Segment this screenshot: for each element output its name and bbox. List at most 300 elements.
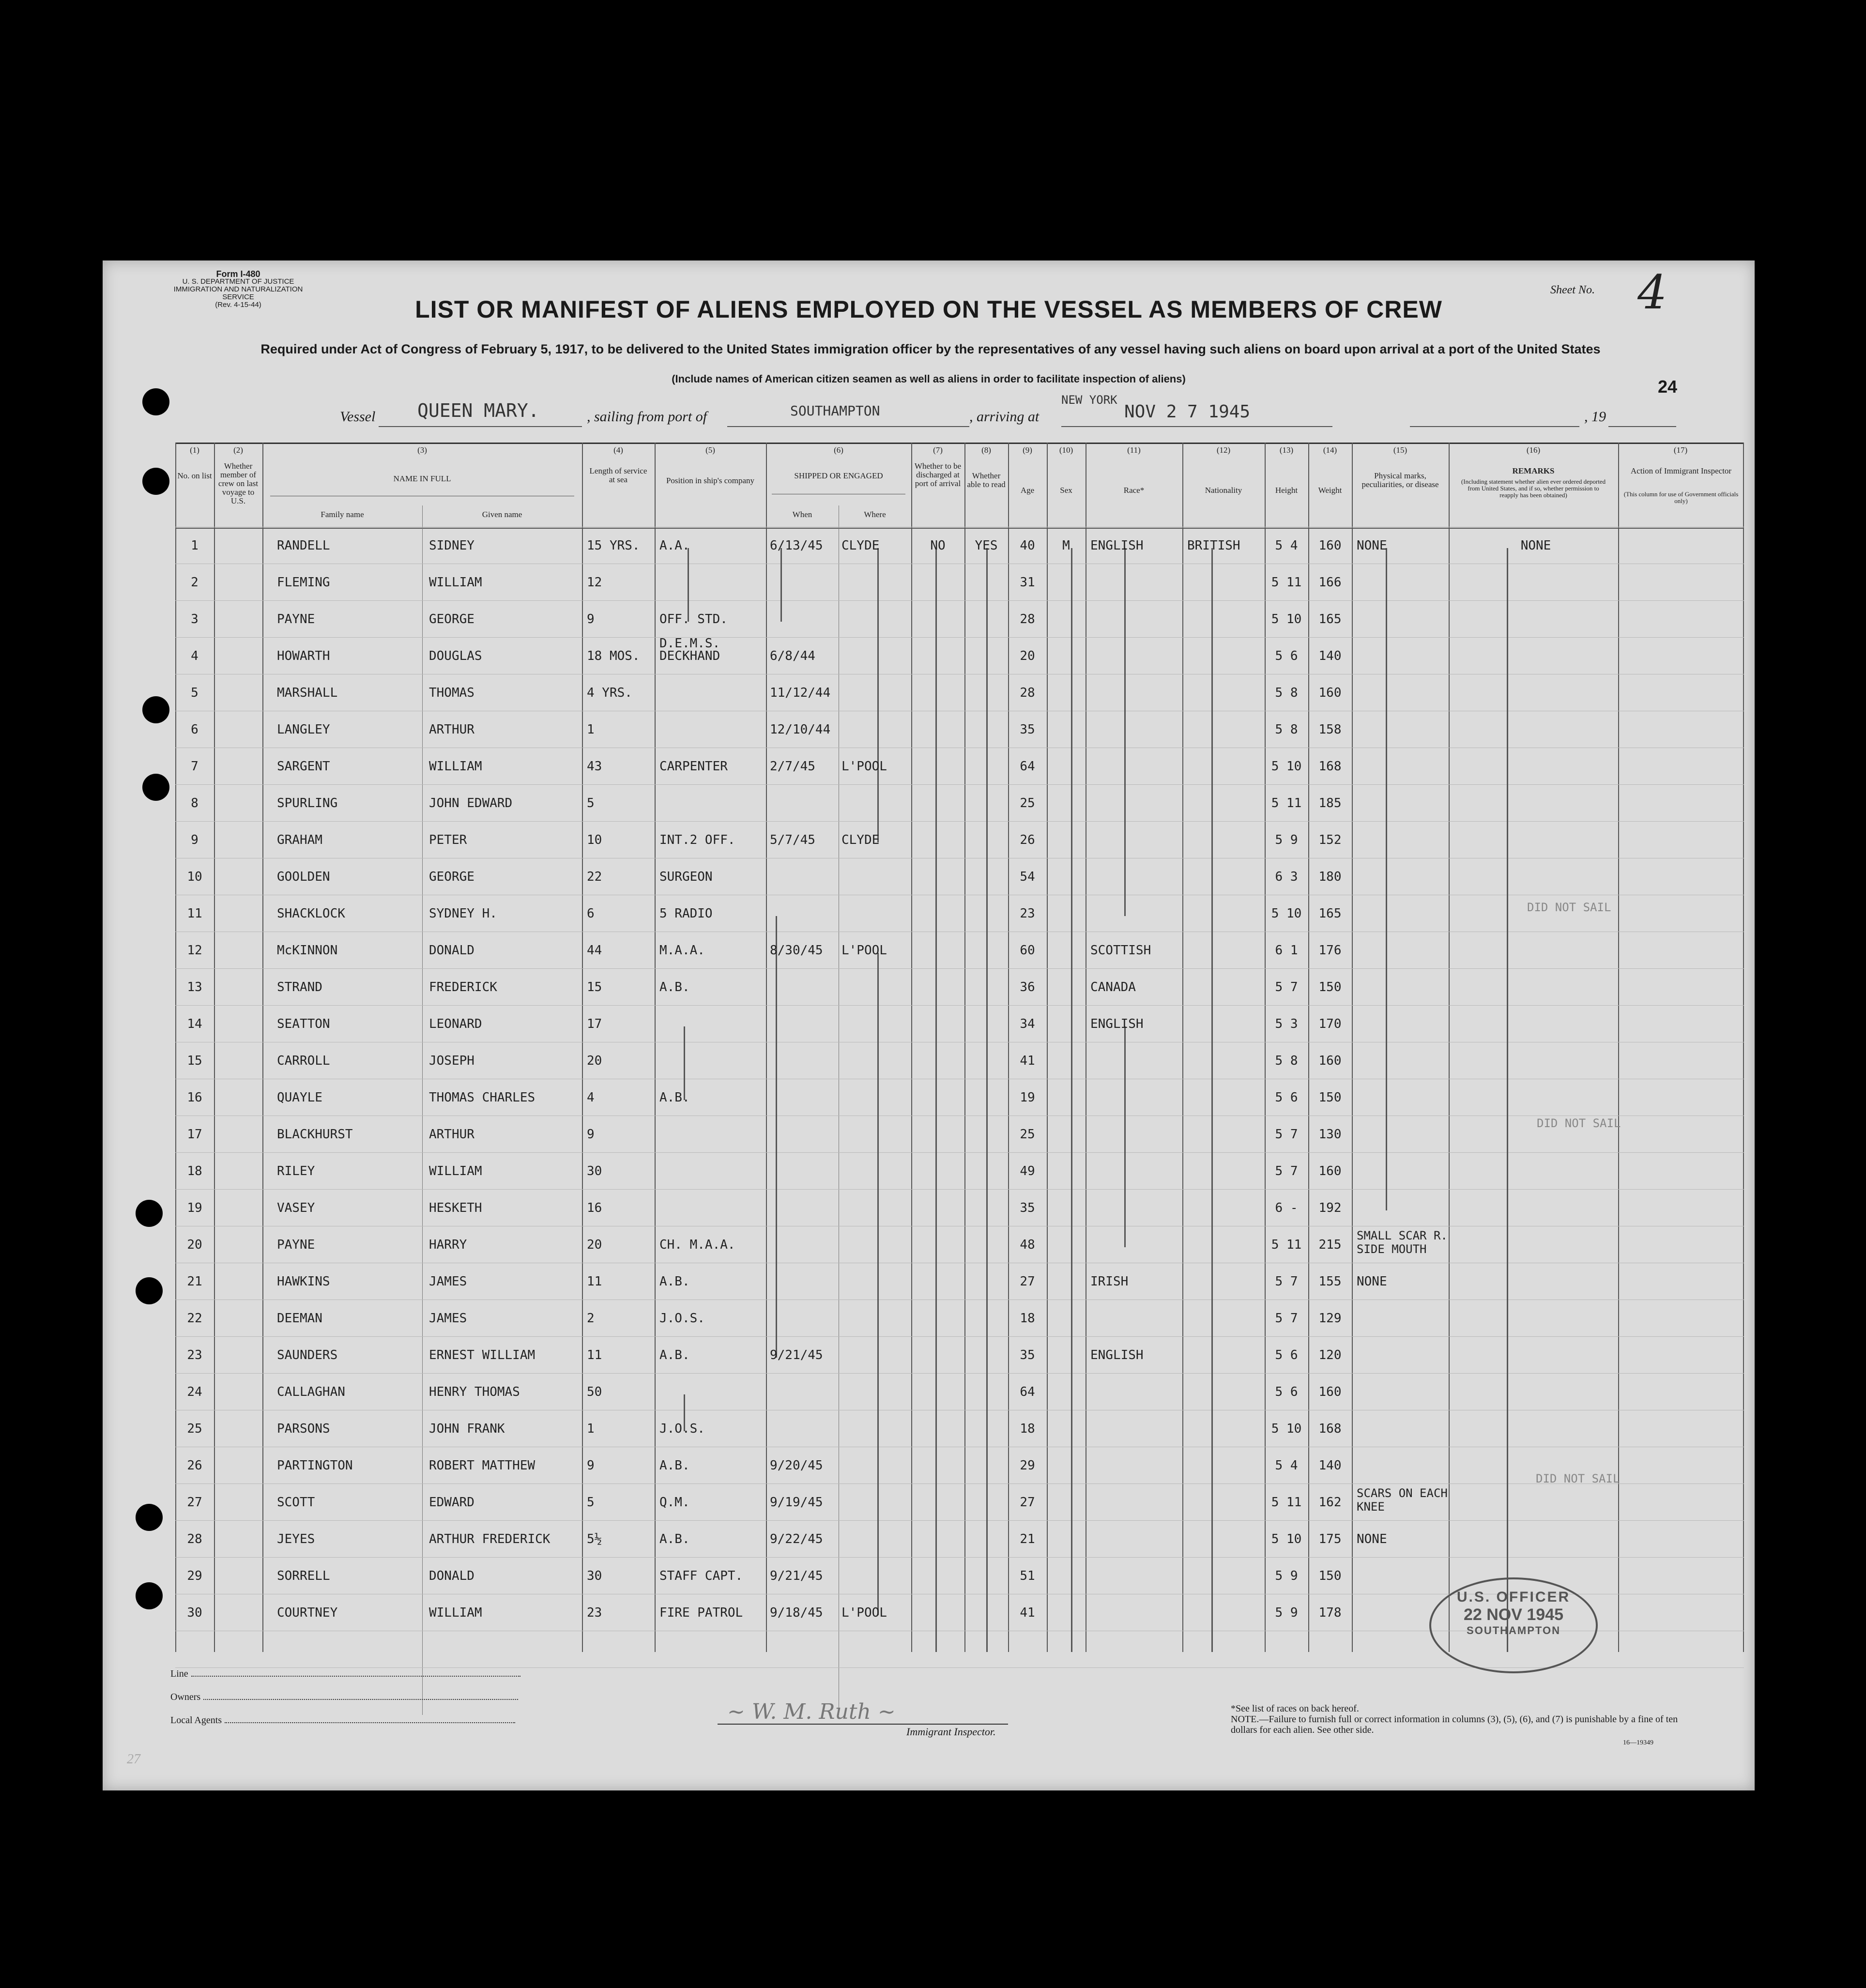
- cell-when: 9/19/45: [770, 1495, 823, 1510]
- sailing-label: , sailing from port of: [587, 409, 707, 425]
- col-num: (3): [417, 445, 427, 455]
- cell-family: SHACKLOCK: [277, 906, 345, 921]
- cell-weight: 140: [1318, 649, 1342, 663]
- cell-given: WILLIAM: [429, 1164, 482, 1178]
- cell-age: 20: [1020, 649, 1035, 663]
- cell-weight: 178: [1318, 1606, 1342, 1620]
- cell-weight: 155: [1318, 1274, 1342, 1289]
- hdr-family-name: Family name: [321, 510, 364, 519]
- cell-service: 5: [587, 796, 595, 810]
- cell-position: J.O.S.: [659, 1422, 705, 1436]
- cell-when: 5/7/45: [770, 833, 815, 847]
- cell-position: A.A.: [659, 538, 690, 553]
- cell-service: 5: [587, 1495, 595, 1510]
- footer-line: Line: [170, 1668, 520, 1680]
- cell-height: 6 1: [1275, 943, 1298, 958]
- col-num: (12): [1216, 445, 1231, 455]
- cell-where: L'POOL: [841, 1606, 887, 1620]
- ditto-mark: [1211, 548, 1213, 1652]
- cell-when: 6/8/44: [770, 649, 815, 663]
- cell-no: 27: [187, 1495, 202, 1510]
- page-subtitle: Required under Act of Congress of February 5, 1917, to be delivered to the United States immigration officer by the representatives of any vessel having such aliens on board upon arrival at a port of the United States: [260, 342, 1601, 356]
- col-num: (5): [705, 445, 715, 455]
- cell-height: 5 7: [1275, 1274, 1298, 1289]
- cell-no: 9: [191, 833, 199, 847]
- cell-no: 10: [187, 870, 202, 884]
- col-num: (15): [1393, 445, 1407, 455]
- cell-family: HOWARTH: [277, 649, 330, 663]
- cell-no: 23: [187, 1348, 202, 1362]
- hdr-physical: Physical marks, peculiarities, or disease: [1361, 471, 1439, 489]
- ditto-mark: [688, 548, 689, 622]
- col-num: (17): [1673, 445, 1688, 455]
- cell-service: 50: [587, 1385, 602, 1399]
- cell-family: DEEMAN: [277, 1311, 322, 1326]
- cell-height: 5 6: [1275, 1348, 1298, 1362]
- col-num: (16): [1526, 445, 1541, 455]
- ditto-mark: [1124, 548, 1126, 916]
- cell-race: CANADA: [1090, 980, 1136, 994]
- cell-family: RILEY: [277, 1164, 315, 1178]
- cell-age: 60: [1020, 943, 1035, 958]
- col-num: (9): [1023, 445, 1032, 455]
- cell-height: 5 11: [1271, 575, 1302, 590]
- cell-given: GEORGE: [429, 612, 474, 627]
- page-title: LIST OR MANIFEST OF ALIENS EMPLOYED ON THE VESSEL AS MEMBERS OF CREW: [415, 296, 1442, 323]
- cell-height: 5 4: [1275, 538, 1298, 553]
- cell-given: THOMAS: [429, 686, 474, 700]
- cell-where: CLYDE: [841, 833, 880, 847]
- cell-no: 26: [187, 1458, 202, 1473]
- cell-given: JOHN EDWARD: [429, 796, 513, 810]
- cell-service: 20: [587, 1238, 602, 1252]
- cell-family: PAYNE: [277, 1238, 315, 1252]
- cell-when: 11/12/44: [770, 686, 831, 700]
- cell-height: 5 6: [1275, 1090, 1298, 1105]
- cell-height: 5 8: [1275, 1054, 1298, 1068]
- cell-age: 40: [1020, 538, 1035, 553]
- cell-age: 41: [1020, 1054, 1035, 1068]
- cell-weight: 150: [1318, 980, 1342, 994]
- cell-weight: 185: [1318, 796, 1342, 810]
- cell-age: 35: [1020, 1348, 1035, 1362]
- cell-height: 5 8: [1275, 686, 1298, 700]
- hdr-height: Height: [1275, 486, 1298, 495]
- cell-age: 21: [1020, 1532, 1035, 1546]
- cell-service: 12: [587, 575, 602, 590]
- cell-weight: 120: [1318, 1348, 1342, 1362]
- cell-given: JAMES: [429, 1274, 467, 1289]
- cell-no: 15: [187, 1054, 202, 1068]
- cell-no: 18: [187, 1164, 202, 1178]
- did-not-sail-note: DID NOT SAIL: [1536, 1472, 1620, 1485]
- cell-no: 3: [191, 612, 199, 627]
- hdr-where: Where: [864, 510, 886, 519]
- cell-service: 10: [587, 833, 602, 847]
- cell-position: CH. M.A.A.: [659, 1238, 735, 1252]
- hdr-when: When: [792, 510, 812, 519]
- cell-nationality: BRITISH: [1187, 538, 1240, 553]
- hdr-sex: Sex: [1060, 486, 1072, 495]
- cell-age: 29: [1020, 1458, 1035, 1473]
- sheet-number: 4: [1637, 265, 1667, 320]
- cell-no: 12: [187, 943, 202, 958]
- cell-age: 35: [1020, 1201, 1035, 1215]
- cell-service: 9: [587, 612, 595, 627]
- cell-given: WILLIAM: [429, 759, 482, 774]
- signature-line: [718, 1724, 1008, 1725]
- cell-service: 20: [587, 1054, 602, 1068]
- cell-age: 54: [1020, 870, 1035, 884]
- cell-discharged: NO: [930, 538, 946, 553]
- cell-family: VASEY: [277, 1201, 315, 1215]
- cell-height: 5 7: [1275, 1311, 1298, 1326]
- cell-race: ENGLISH: [1090, 1017, 1144, 1031]
- cell-family: MARSHALL: [277, 686, 338, 700]
- cell-physical: NONE: [1357, 1274, 1387, 1289]
- cell-family: PARTINGTON: [277, 1458, 353, 1473]
- cell-when: 6/13/45: [770, 538, 823, 553]
- cell-height: 5 7: [1275, 980, 1298, 994]
- cell-position: 5 RADIO: [659, 906, 713, 921]
- vessel-label: Vessel: [340, 409, 376, 425]
- cell-age: 41: [1020, 1606, 1035, 1620]
- punch-hole: [136, 1277, 163, 1304]
- cell-family: SARGENT: [277, 759, 330, 774]
- cell-given: WILLIAM: [429, 1606, 482, 1620]
- cell-no: 5: [191, 686, 199, 700]
- arriving-label: , arriving at: [969, 409, 1040, 425]
- cell-age: 64: [1020, 1385, 1035, 1399]
- cell-given: THOMAS CHARLES: [429, 1090, 535, 1105]
- cell-height: 5 10: [1271, 1422, 1302, 1436]
- cell-family: CARROLL: [277, 1054, 330, 1068]
- cell-height: 5 3: [1275, 1017, 1298, 1031]
- cell-age: 26: [1020, 833, 1035, 847]
- cell-weight: 160: [1318, 1385, 1342, 1399]
- cell-no: 19: [187, 1201, 202, 1215]
- cell-age: 48: [1020, 1238, 1035, 1252]
- cell-height: 5 10: [1271, 906, 1302, 921]
- cell-family: SORRELL: [277, 1569, 330, 1583]
- cell-given: ARTHUR: [429, 1127, 474, 1142]
- cell-given: HESKETH: [429, 1201, 482, 1215]
- col-num: (7): [933, 445, 943, 455]
- cell-given: ERNEST WILLIAM: [429, 1348, 535, 1362]
- hdr-age: Age: [1020, 486, 1035, 495]
- cell-service: 4: [587, 1090, 595, 1105]
- cell-age: 36: [1020, 980, 1035, 994]
- cell-weight: 176: [1318, 943, 1342, 958]
- inspector-label: Immigrant Inspector.: [906, 1726, 996, 1738]
- hdr-able-read: Whether able to read: [967, 471, 1006, 489]
- cell-race: IRISH: [1090, 1274, 1129, 1289]
- punch-hole: [142, 468, 169, 495]
- cell-family: SCOTT: [277, 1495, 315, 1510]
- cell-family: RANDELL: [277, 538, 330, 553]
- cell-height: 5 9: [1275, 833, 1298, 847]
- cell-no: 20: [187, 1238, 202, 1252]
- cell-family: CALLAGHAN: [277, 1385, 345, 1399]
- cell-when: 8/30/45: [770, 943, 823, 958]
- cell-family: SPURLING: [277, 796, 338, 810]
- hdr-no-on-list: No. on list: [177, 471, 212, 480]
- cell-race: ENGLISH: [1090, 1348, 1144, 1362]
- cell-service: 30: [587, 1569, 602, 1583]
- cell-family: FLEMING: [277, 575, 330, 590]
- cell-height: 5 11: [1271, 1238, 1302, 1252]
- cell-weight: 158: [1318, 722, 1342, 737]
- cell-given: SIDNEY: [429, 538, 474, 553]
- cell-given: ARTHUR FREDERICK: [429, 1532, 551, 1546]
- cell-age: 28: [1020, 612, 1035, 627]
- cell-physical: SCARS ON EACH KNEE: [1357, 1486, 1448, 1514]
- cell-given: GEORGE: [429, 870, 474, 884]
- hdr-given-name: Given name: [482, 510, 522, 519]
- cell-when: 9/21/45: [770, 1569, 823, 1583]
- ditto-mark: [684, 1026, 685, 1100]
- did-not-sail-note: DID NOT SAIL: [1537, 1116, 1621, 1130]
- cell-family: JEYES: [277, 1532, 315, 1546]
- cell-family: HAWKINS: [277, 1274, 330, 1289]
- ditto-mark: [1507, 548, 1508, 1652]
- cell-no: 25: [187, 1422, 202, 1436]
- cell-remarks: NONE: [1520, 538, 1551, 553]
- cell-when: 2/7/45: [770, 759, 815, 774]
- cell-service: 16: [587, 1201, 602, 1215]
- cell-weight: 129: [1318, 1311, 1342, 1326]
- cell-age: 27: [1020, 1274, 1035, 1289]
- cell-service: 15 YRS.: [587, 538, 640, 553]
- cell-height: 5 10: [1271, 1532, 1302, 1546]
- manifest-sheet: [103, 260, 1755, 1790]
- cell-service: 9: [587, 1127, 595, 1142]
- hdr-action: Action of Immigrant Inspector: [1630, 466, 1732, 475]
- cell-weight: 215: [1318, 1238, 1342, 1252]
- cell-weight: 130: [1318, 1127, 1342, 1142]
- cell-weight: 160: [1318, 538, 1342, 553]
- hdr-position: Position in ship's company: [666, 476, 755, 485]
- cell-age: 34: [1020, 1017, 1035, 1031]
- cell-position: A.B.: [659, 1274, 690, 1289]
- cell-given: ROBERT MATTHEW: [429, 1458, 535, 1473]
- cell-given: PETER: [429, 833, 467, 847]
- cell-race: ENGLISH: [1090, 538, 1144, 553]
- cell-service: 5½: [587, 1532, 602, 1546]
- cell-service: 44: [587, 943, 602, 958]
- cell-weight: 168: [1318, 1422, 1342, 1436]
- cell-weight: 170: [1318, 1017, 1342, 1031]
- cell-when: 9/20/45: [770, 1458, 823, 1473]
- cell-weight: 162: [1318, 1495, 1342, 1510]
- year-label: , 19: [1584, 409, 1606, 425]
- cell-position: CARPENTER: [659, 759, 728, 774]
- cell-given: LEONARD: [429, 1017, 482, 1031]
- cell-service: 11: [587, 1348, 602, 1362]
- cell-position: A.B.: [659, 1458, 690, 1473]
- cell-height: 6 -: [1275, 1201, 1298, 1215]
- cell-no: 16: [187, 1090, 202, 1105]
- cell-position: D.E.M.S. DECKHAND: [659, 636, 720, 663]
- cell-position: OFF. STD.: [659, 612, 728, 627]
- ditto-mark: [877, 548, 879, 842]
- cell-height: 5 6: [1275, 1385, 1298, 1399]
- cell-when: 12/10/44: [770, 722, 831, 737]
- cell-family: GOOLDEN: [277, 870, 330, 884]
- cell-position: J.O.S.: [659, 1311, 705, 1326]
- cell-height: 5 11: [1271, 1495, 1302, 1510]
- cell-given: WILLIAM: [429, 575, 482, 590]
- cell-age: 27: [1020, 1495, 1035, 1510]
- cell-weight: 160: [1318, 686, 1342, 700]
- ditto-mark: [877, 953, 879, 1615]
- cell-no: 13: [187, 980, 202, 994]
- cell-weight: 165: [1318, 906, 1342, 921]
- inspector-signature: ~ W. M. Ruth ~: [727, 1699, 896, 1724]
- col-num: (13): [1279, 445, 1294, 455]
- cell-weight: 160: [1318, 1054, 1342, 1068]
- cell-age: 64: [1020, 759, 1035, 774]
- cell-age: 19: [1020, 1090, 1035, 1105]
- footer-agents: Local Agents: [170, 1715, 515, 1726]
- cell-height: 5 7: [1275, 1127, 1298, 1142]
- vessel-line: [161, 393, 1686, 430]
- cell-weight: 168: [1318, 759, 1342, 774]
- cell-when: 9/18/45: [770, 1606, 823, 1620]
- cell-no: 11: [187, 906, 202, 921]
- cell-sex: M: [1062, 538, 1070, 553]
- cell-position: INT.2 OFF.: [659, 833, 735, 847]
- cell-age: 28: [1020, 686, 1035, 700]
- corner-number: 27: [127, 1752, 140, 1767]
- sheet-label: Sheet No.: [1550, 284, 1595, 296]
- cell-position: A.B.: [659, 1348, 690, 1362]
- cell-given: DONALD: [429, 943, 474, 958]
- vessel-name: QUEEN MARY.: [417, 400, 539, 421]
- cell-height: 5 10: [1271, 612, 1302, 627]
- ditto-mark: [780, 548, 782, 622]
- cell-age: 25: [1020, 796, 1035, 810]
- cell-service: 1: [587, 722, 595, 737]
- form-code: 16—19349: [1623, 1739, 1653, 1746]
- cell-given: EDWARD: [429, 1495, 474, 1510]
- cell-given: SYDNEY H.: [429, 906, 497, 921]
- cell-weight: 150: [1318, 1090, 1342, 1105]
- cell-age: 23: [1020, 906, 1035, 921]
- cell-height: 5 11: [1271, 796, 1302, 810]
- ditto-mark: [1124, 1026, 1126, 1247]
- cell-given: JOHN FRANK: [429, 1422, 505, 1436]
- cell-age: 35: [1020, 722, 1035, 737]
- cell-service: 1: [587, 1422, 595, 1436]
- cell-family: McKINNON: [277, 943, 338, 958]
- col-num: (4): [613, 445, 623, 455]
- cell-height: 5 8: [1275, 722, 1298, 737]
- form-identifier: Form I-480 U. S. DEPARTMENT OF JUSTICE IMMIGRATION AND NATURALIZATION SERVICE (Rev. 4-15-44): [173, 269, 303, 309]
- col-num: (11): [1127, 445, 1141, 455]
- cell-service: 43: [587, 759, 602, 774]
- cell-age: 51: [1020, 1569, 1035, 1583]
- cell-no: 1: [191, 538, 199, 553]
- cell-weight: 140: [1318, 1458, 1342, 1473]
- cell-family: QUAYLE: [277, 1090, 322, 1105]
- cell-where: L'POOL: [841, 759, 887, 774]
- cell-no: 4: [191, 649, 199, 663]
- punch-hole: [136, 1582, 163, 1609]
- cell-service: 4 YRS.: [587, 686, 632, 700]
- hdr-remarks-sub: (Including statement whether alien ever ordered deported from United States, and if so, whether permission to reapply has been obtained): [1461, 478, 1606, 499]
- cell-no: 28: [187, 1532, 202, 1546]
- cell-no: 6: [191, 722, 199, 737]
- cell-height: 5 6: [1275, 649, 1298, 663]
- cell-given: FREDERICK: [429, 980, 497, 994]
- cell-height: 5 7: [1275, 1164, 1298, 1178]
- cell-read: YES: [975, 538, 998, 553]
- cell-weight: 150: [1318, 1569, 1342, 1583]
- cell-service: 9: [587, 1458, 595, 1473]
- crew-table: [175, 443, 1744, 1652]
- hdr-discharged: Whether to be discharged at port of arrival: [914, 461, 962, 488]
- cell-service: 6: [587, 906, 595, 921]
- cell-age: 31: [1020, 575, 1035, 590]
- cell-weight: 152: [1318, 833, 1342, 847]
- hdr-whether-member: Whether member of crew on last voyage to U.S.: [218, 461, 259, 505]
- cell-physical: SMALL SCAR R. SIDE MOUTH: [1357, 1229, 1448, 1256]
- hdr-shipped: SHIPPED OR ENGAGED: [794, 471, 883, 480]
- cell-weight: 166: [1318, 575, 1342, 590]
- hdr-remarks: REMARKS: [1512, 466, 1555, 475]
- col-num: (14): [1323, 445, 1337, 455]
- cell-given: DONALD: [429, 1569, 474, 1583]
- col-num: (6): [834, 445, 843, 455]
- cell-race: SCOTTISH: [1090, 943, 1151, 958]
- cell-when: 9/22/45: [770, 1532, 823, 1546]
- cell-no: 30: [187, 1606, 202, 1620]
- hdr-weight: Weight: [1318, 486, 1342, 495]
- cell-family: BLACKHURST: [277, 1127, 353, 1142]
- cell-where: CLYDE: [841, 538, 880, 553]
- ditto-mark: [935, 548, 937, 1652]
- official-stamp: U.S. OFFICER 22 NOV 1945 SOUTHAMPTON: [1429, 1577, 1598, 1673]
- include-note: (Include names of American citizen seamen as well as aliens in order to facilitate inspection of aliens): [672, 373, 1186, 385]
- footer-notes: *See list of races on back hereof. NOTE.—Failure to furnish full or correct information in columns (3), (5), (6), and (7) is punishable by a fine of ten dollars for each alien. See other side.: [1231, 1703, 1678, 1735]
- ditto-mark: [776, 916, 777, 1358]
- cell-position: Q.M.: [659, 1495, 690, 1510]
- cell-no: 29: [187, 1569, 202, 1583]
- cell-age: 18: [1020, 1311, 1035, 1326]
- cell-service: 22: [587, 870, 602, 884]
- hdr-length-service: Length of service at sea: [589, 466, 647, 484]
- cell-position: A.B.: [659, 980, 690, 994]
- punch-hole: [136, 1200, 163, 1227]
- page-number: 24: [1658, 377, 1678, 397]
- cell-age: 25: [1020, 1127, 1035, 1142]
- cell-family: COURTNEY: [277, 1606, 338, 1620]
- cell-weight: 165: [1318, 612, 1342, 627]
- cell-weight: 180: [1318, 870, 1342, 884]
- cell-height: 5 10: [1271, 759, 1302, 774]
- cell-position: A.B.: [659, 1532, 690, 1546]
- cell-no: 22: [187, 1311, 202, 1326]
- cell-age: 18: [1020, 1422, 1035, 1436]
- cell-no: 17: [187, 1127, 202, 1142]
- cell-service: 17: [587, 1017, 602, 1031]
- col-num: (10): [1059, 445, 1073, 455]
- cell-position: SURGEON: [659, 870, 713, 884]
- cell-given: HARRY: [429, 1238, 467, 1252]
- ditto-mark: [1071, 548, 1072, 1652]
- col-num: (2): [233, 445, 243, 455]
